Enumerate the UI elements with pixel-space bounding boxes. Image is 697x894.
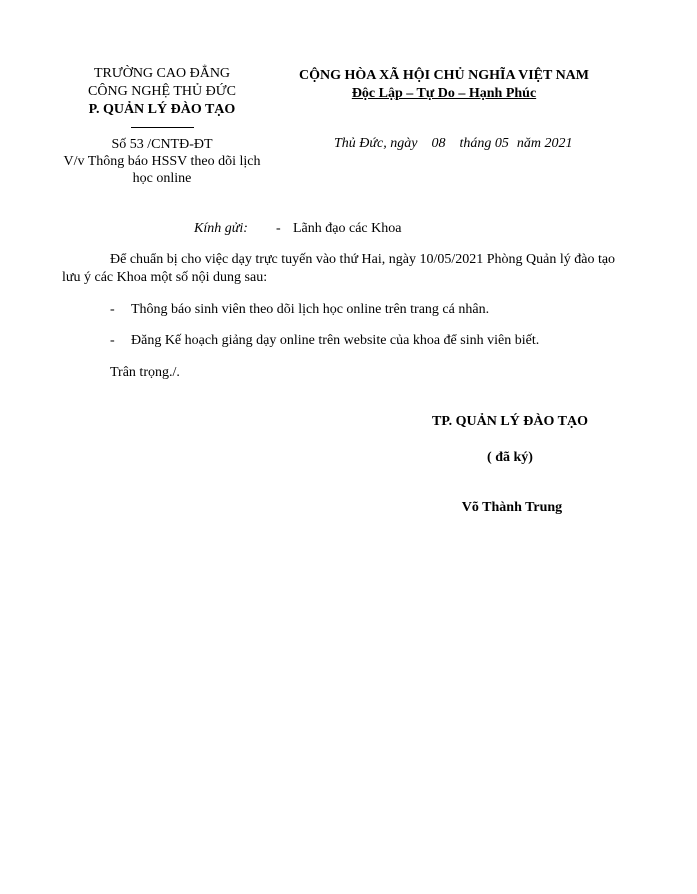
date-month: tháng 05: [459, 136, 509, 151]
date-place: Thủ Đức, ngày: [334, 136, 418, 151]
subject-line2: học online: [132, 171, 192, 186]
date-day: 08: [431, 136, 446, 151]
list-item-dash: -: [110, 302, 115, 317]
signature-title: TP. QUẢN LÝ ĐÀO TẠO: [432, 414, 588, 429]
recipient-dash: -: [276, 221, 281, 236]
org-name-line1: TRƯỜNG CAO ĐẲNG: [93, 66, 231, 81]
subject-line1: V/v Thông báo HSSV theo dõi lịch: [63, 154, 261, 169]
list-item-dash: -: [110, 333, 115, 348]
date-year: năm 2021: [516, 136, 573, 151]
left-header-divider: [131, 127, 194, 128]
list-item: Đăng Kế hoạch giảng dạy online trên website của khoa để sinh viên biết.: [131, 333, 540, 348]
intro-line1: Để chuẩn bị cho việc dạy trực tuyến vào thứ Hai, ngày 10/05/2021 Phòng Quản lý đào tạo: [110, 252, 616, 267]
org-name-line2: CÔNG NGHỆ THỦ ĐỨC: [88, 84, 236, 99]
department-name: P. QUẢN LÝ ĐÀO TẠO: [88, 102, 236, 117]
national-title: CỘNG HÒA XÃ HỘI CHỦ NGHĨA VIỆT NAM: [298, 68, 589, 83]
recipient-name: Lãnh đạo các Khoa: [293, 221, 402, 236]
national-motto: Độc Lập – Tự Do – Hạnh Phúc: [351, 86, 537, 101]
date-line: [334, 136, 572, 152]
closing-text: Trân trọng./.: [110, 365, 180, 380]
list-item: Thông báo sinh viên theo dõi lịch học online trên trang cá nhân.: [131, 302, 490, 317]
signature-status: ( đã ký): [487, 450, 533, 465]
recipient-label: Kính gửi:: [194, 221, 248, 236]
document-number: Số 53 /CNTĐ-ĐT: [111, 137, 213, 152]
signer-name: Võ Thành Trung: [461, 500, 563, 515]
intro-line2: lưu ý các Khoa một số nội dung sau:: [62, 270, 268, 285]
